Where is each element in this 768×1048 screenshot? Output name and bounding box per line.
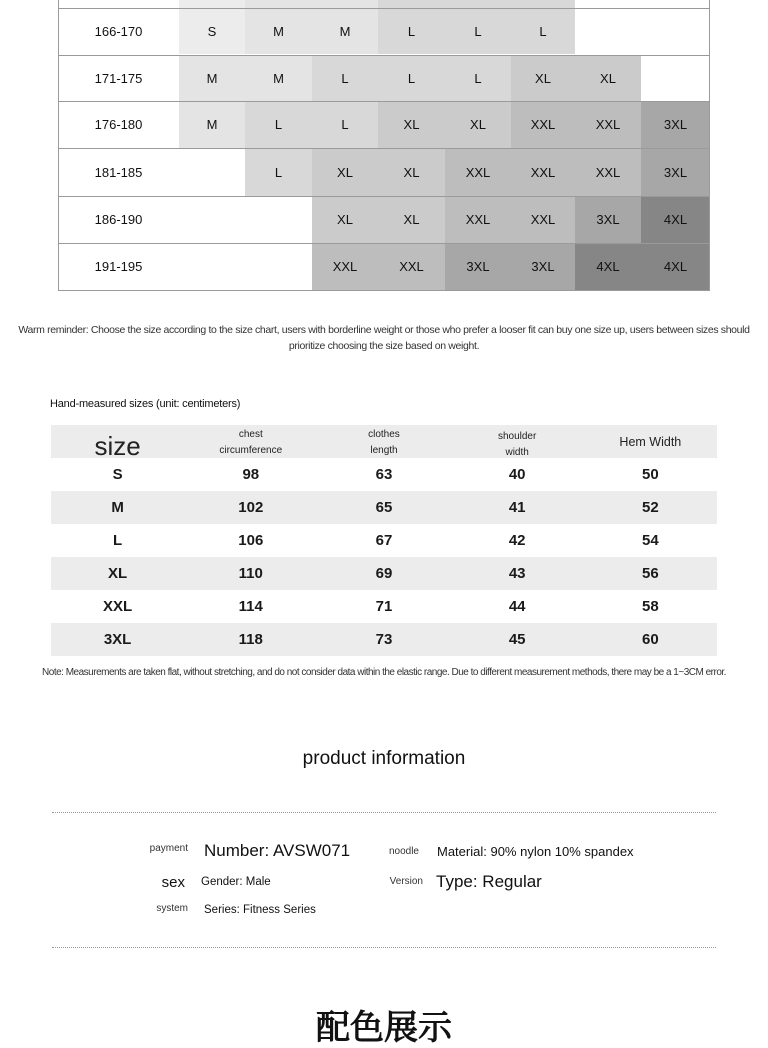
size-cell: M — [179, 55, 245, 101]
size-cell: 3XL — [511, 243, 575, 290]
height-range-label: 176-180 — [94, 117, 143, 132]
measurement-cell: 106 — [238, 532, 264, 549]
size-cell: XL — [511, 55, 575, 101]
measurement-row — [51, 590, 717, 623]
measurement-cell: 54 — [642, 532, 659, 549]
measurement-cell: 40 — [508, 466, 526, 483]
measurement-cell: XL — [108, 565, 128, 582]
product-series: Series: Fitness Series — [204, 904, 316, 916]
measurement-table — [51, 425, 717, 656]
height-range-label: 166-170 — [94, 23, 143, 39]
measurement-cell: M — [111, 499, 124, 516]
size-cell: XXL — [575, 148, 641, 196]
measurement-note: Note: Measurements are taken flat, without stretching, and do not consider data within the elastic range. Due to different measurement methods, there may be a 1~3CM error. — [42, 667, 726, 678]
measurement-cell: 44 — [508, 598, 526, 615]
product-material: Material: 90% nylon 10% spandex — [437, 844, 634, 859]
size-reminder: Warm reminder: Choose the size according to the size chart, users with borderline weight or those who prefer a looser fit can buy one size up, users between sizes should prioritize choosing the size based on weight. — [18, 324, 750, 352]
size-cell: M — [179, 101, 245, 148]
size-cell: L — [445, 55, 511, 101]
size-cell: XL — [575, 55, 641, 101]
size-cell-cropped — [445, 0, 511, 8]
measurement-cell: S — [112, 466, 123, 483]
measurement-row — [51, 491, 717, 524]
product-number: Number: AVSW071 — [204, 841, 351, 860]
grid-line — [58, 243, 710, 244]
grid-line — [58, 196, 710, 197]
size-cell: L — [312, 101, 378, 148]
header-size: size — [94, 431, 141, 461]
measurement-cell: 110 — [238, 565, 263, 582]
size-cell: XL — [445, 101, 511, 148]
size-cell: XXL — [511, 196, 575, 243]
size-cell: XXL — [575, 101, 641, 148]
grid-line — [58, 290, 710, 291]
product-type: Type: Regular — [436, 872, 542, 891]
size-cell: L — [378, 8, 445, 54]
header-length: clothes length — [368, 429, 400, 456]
size-cell: 4XL — [575, 243, 641, 290]
measurement-cell: 50 — [642, 466, 659, 483]
size-cell: XL — [378, 101, 445, 148]
height-range-label: 186-190 — [94, 212, 143, 227]
measurement-cell: 45 — [508, 631, 526, 648]
measurement-cell: 56 — [642, 565, 659, 582]
measurement-header-row — [51, 425, 717, 461]
color-display-heading: 配色展示 — [316, 1009, 452, 1047]
size-cell: XXL — [445, 148, 511, 196]
grid-line — [58, 8, 710, 9]
measurement-cell: 98 — [242, 466, 260, 483]
measurement-row — [51, 623, 717, 656]
grid-line — [58, 148, 710, 149]
size-cell: 4XL — [641, 196, 710, 243]
sex-label: sex — [161, 874, 185, 891]
measurement-cell: 65 — [375, 499, 393, 516]
measurement-cell: 3XL — [103, 631, 132, 648]
size-cell: M — [245, 55, 312, 101]
size-cell: L — [245, 101, 312, 148]
divider-bottom — [52, 947, 716, 948]
size-cell-cropped — [312, 0, 378, 8]
measurement-cell: 102 — [238, 499, 264, 516]
grid-line — [709, 0, 710, 291]
grid-line — [58, 101, 710, 102]
measurement-row — [51, 524, 717, 557]
size-cell: XXL — [312, 243, 378, 290]
measurement-cell: 58 — [642, 598, 659, 615]
size-cell: XL — [312, 196, 378, 243]
measurement-cell: 73 — [375, 631, 393, 648]
height-range-label: 181-185 — [94, 164, 143, 180]
size-cell: M — [245, 8, 312, 54]
size-cell: L — [445, 8, 511, 54]
measurement-cell: 63 — [375, 466, 393, 483]
header-chest: chest circumference — [219, 429, 283, 456]
measurement-body — [51, 458, 717, 656]
measurement-cell: 114 — [238, 598, 263, 615]
measurement-cell: 118 — [238, 631, 263, 648]
size-cell: L — [245, 148, 312, 196]
payment-label: payment — [149, 843, 188, 854]
measurement-cell: 67 — [375, 532, 393, 549]
size-cell: L — [312, 55, 378, 101]
measurement-cell: 71 — [375, 598, 393, 615]
size-cell: XXL — [511, 148, 575, 196]
measurement-cell: 52 — [642, 499, 659, 516]
grid-line — [58, 55, 710, 56]
measurement-cell: XXL — [103, 598, 133, 615]
size-cell: 3XL — [641, 148, 710, 196]
measurement-cell: L — [113, 532, 123, 549]
size-cell: 4XL — [641, 243, 710, 290]
size-cell-cropped — [511, 0, 575, 8]
grid-line — [58, 0, 59, 291]
size-cell-cropped — [245, 0, 312, 8]
system-label: system — [156, 903, 188, 914]
noodle-label: noodle — [388, 846, 419, 857]
size-cell: L — [378, 55, 445, 101]
height-range-label: 191-195 — [94, 259, 143, 274]
measurement-cell: 42 — [508, 532, 526, 549]
size-cell: 3XL — [575, 196, 641, 243]
measurement-title: Hand-measured sizes (unit: centimeters) — [50, 398, 241, 410]
size-cell: XXL — [511, 101, 575, 148]
size-cell: 3XL — [445, 243, 511, 290]
size-cell: L — [511, 8, 575, 54]
size-cell-cropped — [179, 0, 245, 8]
height-range-label: 171-175 — [94, 70, 143, 86]
version-label: Version — [389, 876, 423, 887]
size-cell: XL — [378, 196, 445, 243]
size-cell: M — [312, 8, 378, 54]
size-cell: 3XL — [641, 101, 710, 148]
size-cell: S — [179, 8, 245, 54]
divider-top — [52, 812, 716, 813]
measurement-cell: 41 — [508, 499, 526, 516]
measurement-row — [51, 557, 717, 590]
measurement-cell: 69 — [375, 565, 393, 582]
size-cell-cropped — [378, 0, 445, 8]
size-cell: XXL — [378, 243, 445, 290]
size-cell: XL — [312, 148, 378, 196]
measurement-cell: 43 — [508, 565, 526, 582]
measurement-row — [51, 458, 717, 491]
size-chart — [0, 0, 768, 300]
header-shoulder: shoulder width — [497, 431, 537, 458]
product-gender: Gender: Male — [201, 876, 271, 888]
measurement-cell: 60 — [642, 631, 659, 648]
size-cell: XL — [378, 148, 445, 196]
product-info-title: product information — [302, 748, 466, 769]
header-hem: Hem Width — [619, 435, 682, 449]
size-cell: XXL — [445, 196, 511, 243]
